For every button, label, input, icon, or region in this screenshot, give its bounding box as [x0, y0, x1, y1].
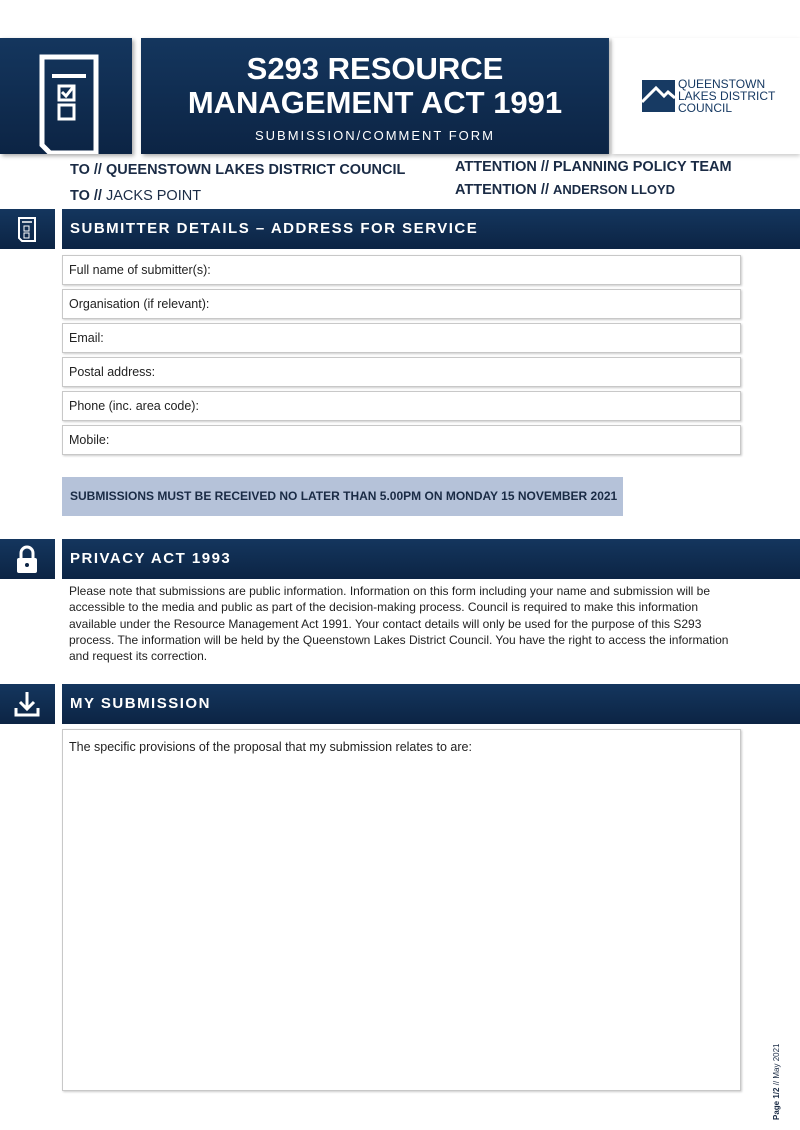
- submission-textarea[interactable]: [62, 729, 741, 1091]
- submitter-section-header: [0, 209, 800, 249]
- to-prefix: TO //: [70, 188, 102, 204]
- attention-value: ANDERSON LLOYD: [553, 182, 676, 197]
- logo-line: QUEENSTOWN: [678, 77, 766, 91]
- full-name-field[interactable]: Full name of submitter(s):: [62, 255, 741, 285]
- organisation-field[interactable]: Organisation (if relevant):: [62, 289, 741, 319]
- council-logo: [612, 38, 800, 154]
- deadline-notice: SUBMISSIONS MUST BE RECEIVED NO LATER THAN 5.00PM ON MONDAY 15 NOVEMBER 2021: [62, 477, 623, 516]
- to-value: JACKS POINT: [106, 188, 202, 204]
- form-icon-box: [0, 38, 132, 154]
- section-heading: MY SUBMISSION: [62, 684, 800, 724]
- logo-line: COUNCIL: [678, 101, 733, 115]
- download-icon: [0, 684, 55, 724]
- page-date: // May 2021: [772, 1043, 781, 1086]
- submission-prompt: The specific provisions of the proposal that my submission relates to are:: [69, 740, 472, 754]
- to-council: TO // QUEENSTOWN LAKES DISTRICT COUNCIL: [70, 162, 406, 178]
- attention-team: ATTENTION // PLANNING POLICY TEAM: [455, 159, 732, 175]
- page-subtitle: SUBMISSION/COMMENT FORM: [254, 128, 496, 143]
- postal-address-field[interactable]: Postal address:: [62, 357, 741, 387]
- page-number: Page 1/2: [772, 1087, 781, 1120]
- privacy-text: Please note that submissions are public information. Information on this form including your name and submission will be accessible to the media and public as part of the decision-making process. Council is required to make this information available under the Resource Management Act 1991. Your contact details will only be used for the purpose of this S293 process. The information will be held by the Queenstown Lakes District Council. You have the right to access the information and request its correction.: [69, 584, 729, 664]
- page-footer: [772, 1043, 781, 1120]
- mobile-field[interactable]: Mobile:: [62, 425, 741, 455]
- section-heading: PRIVACY ACT 1993: [62, 539, 800, 579]
- submission-section-header: [0, 684, 800, 724]
- lock-icon: [0, 539, 55, 579]
- to-jacks-point: [70, 188, 201, 204]
- email-field[interactable]: Email:: [62, 323, 741, 353]
- attention-prefix: ATTENTION //: [455, 182, 549, 198]
- checklist-form-icon: [0, 38, 132, 154]
- title-banner: [141, 38, 609, 154]
- form-icon: [0, 209, 55, 249]
- attention-lloyd: [455, 182, 675, 198]
- page-title-line2: MANAGEMENT ACT 1991: [187, 85, 563, 120]
- phone-field[interactable]: Phone (inc. area code):: [62, 391, 741, 421]
- page-title-line1: S293 RESOURCE: [246, 51, 504, 86]
- section-heading: SUBMITTER DETAILS – ADDRESS FOR SERVICE: [62, 209, 800, 249]
- privacy-section-header: [0, 539, 800, 579]
- logo-line: LAKES DISTRICT: [678, 89, 776, 103]
- mountain-logo-icon: [642, 80, 675, 112]
